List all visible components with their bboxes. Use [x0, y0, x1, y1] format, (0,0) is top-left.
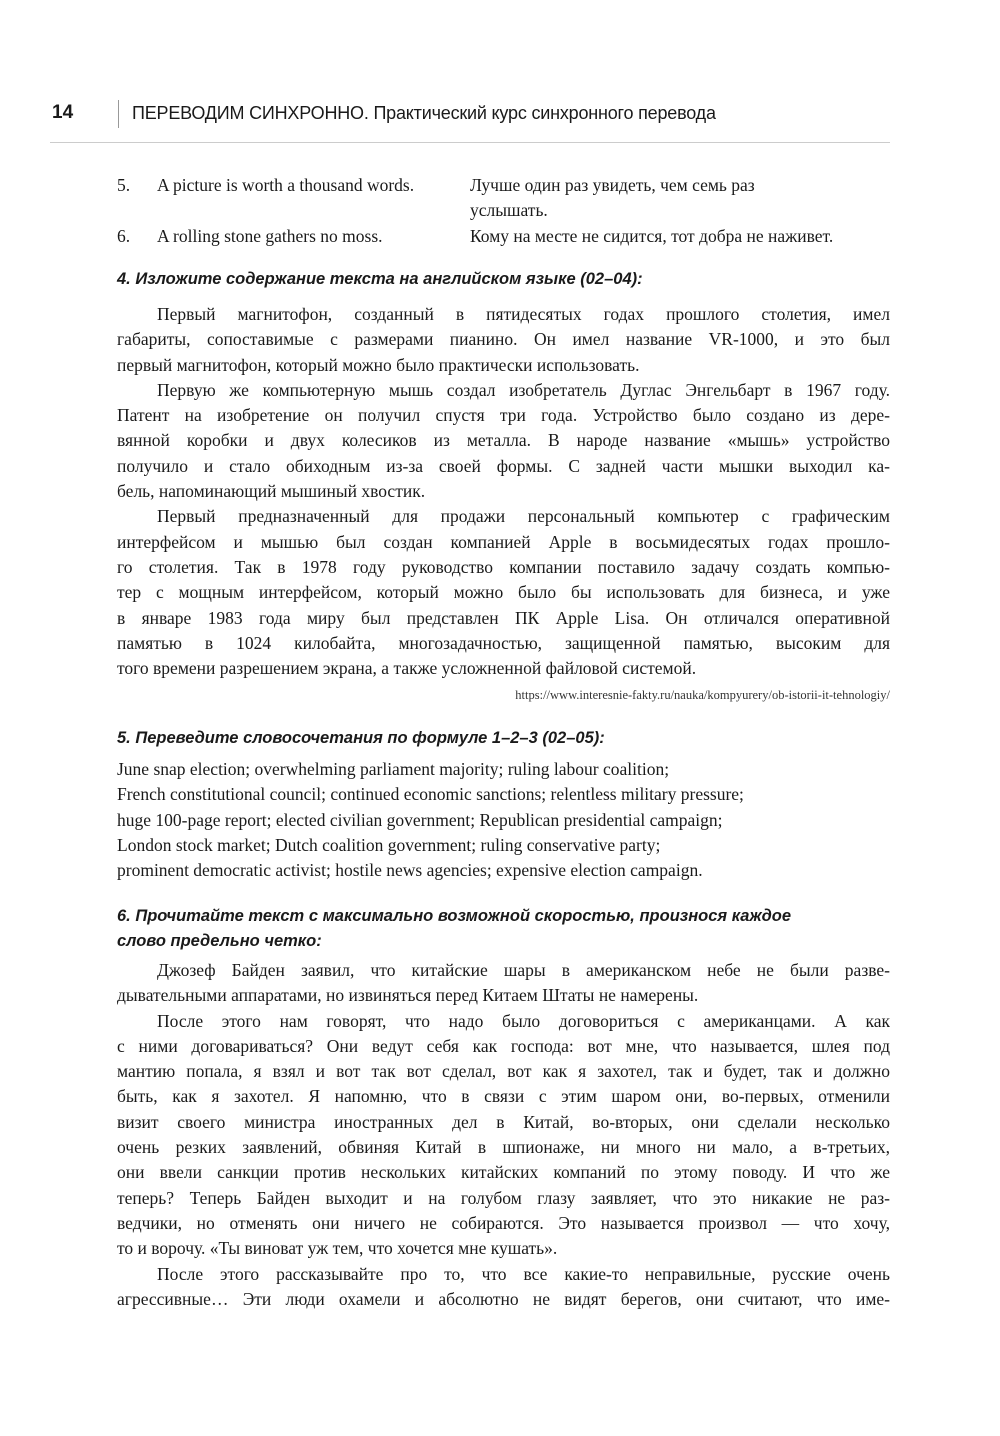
- task5-phrases: [117, 757, 890, 883]
- paragraph-line: то и ворочу. «Ты виноват уж тем, что хочется мне кушать».: [117, 1238, 558, 1259]
- proverb-number: 5.: [117, 175, 131, 195]
- phrase-line: London stock market; Dutch coalition government; ruling conservative party;: [117, 834, 661, 855]
- paragraph-line: в январе 1983 года миру был представлен ПК Apple Lisa. Он отличался оперативной: [117, 607, 890, 628]
- proverb-russian: Лучше один раз увидеть, чем семь раз: [470, 175, 755, 195]
- task4-text: [117, 302, 890, 681]
- paragraph-line: габариты, сопоставимые с размерами пианино. Он имел название VR-1000, и это был: [117, 329, 890, 350]
- paragraph-line: с ними договариваться? Они ведут себя как господа: вот мне, что называется, шлея под: [117, 1035, 890, 1056]
- paragraph-line: Первый магнитофон, созданный в пятидесятых годах прошлого столетия, имел: [157, 304, 890, 324]
- task6-heading-line: 6. Прочитайте текст с максимально возможной скоростью, произнося каждое: [117, 907, 792, 925]
- proverb-russian: услышать.: [470, 200, 548, 221]
- proverb-item-continuation: [117, 198, 890, 223]
- paragraph-line: Джозеф Байден заявил, что китайские шары в американском небе не были разве-: [157, 960, 890, 980]
- proverb-english: A picture is worth a thousand words.: [157, 175, 415, 195]
- phrase-line: June snap election; overwhelming parliament majority; ruling labour coalition;: [117, 759, 670, 779]
- paragraph-line: того времени разрешением экрана, а также усложненной файловой системой.: [117, 658, 697, 679]
- paragraph-line: очень резких заявлений, обвиняя Китай в шпионаже, ни много ни мало, а в-третьих,: [117, 1137, 890, 1158]
- proverbs-list: [117, 173, 890, 249]
- running-header-title: ПЕРЕВОДИМ СИНХРОННО. Практический курс синхронного перевода: [132, 103, 716, 123]
- source-url: https://www.interesnie-fakty.ru/nauka/kompyurery/ob-istorii-it-tehnologiy/: [515, 688, 890, 702]
- paragraph-line: получило и стало обиходным из-за своей формы. С задней части мышки выходил ка-: [117, 455, 890, 476]
- paragraph-line: первый магнитофон, который можно было практически использовать.: [117, 354, 640, 375]
- paragraph: [117, 958, 890, 1009]
- task6-heading: [117, 904, 890, 954]
- paragraph-line: Первую же компьютерную мышь создал изобретатель Дуглас Энгельбарт в 1967 году.: [157, 379, 890, 400]
- paragraph-line: памятью в 1024 килобайта, многозадачностью, защищенной памятью, высоким для: [117, 632, 890, 653]
- proverb-item: [117, 224, 890, 249]
- paragraph-line: мантию попала, я взял и вот так вот сделал, вот как я захотел, так и будет, так и должно: [117, 1061, 890, 1082]
- paragraph-line: быть, как я захотел. Я напомню, что в связи с этим шаром они, во-первых, отменили: [117, 1086, 890, 1107]
- paragraph-line: бель, напоминающий мышиный хвостик.: [117, 481, 426, 502]
- task6-heading-line: слово предельно четко:: [117, 932, 322, 950]
- header-divider: [118, 100, 119, 128]
- paragraph-line: агрессивные… Эти люди охамели и абсолютно не видят берегов, они считают, что име-: [117, 1288, 890, 1309]
- paragraph: [117, 1009, 890, 1262]
- proverb-number: 6.: [117, 225, 131, 246]
- paragraph-line: тер с мощным интерфейсом, который можно было бы использовать для бизнеса, и уже: [117, 582, 890, 603]
- task6-text: [117, 958, 890, 1312]
- proverb-english: A rolling stone gathers no moss.: [157, 225, 383, 246]
- paragraph-line: После этого рассказывайте про то, что все какие-то неправильные, русские очень: [157, 1263, 890, 1284]
- paragraph-line: го столетия. Так в 1978 году руководство компании поставило задачу создать компью-: [117, 556, 890, 577]
- paragraph-line: вянной коробки и двух колесиков из металла. В народе название «мышь» устройство: [117, 430, 890, 451]
- paragraph-line: Патент на изобретение он получил спустя три года. Устройство было создано из дере-: [117, 405, 890, 426]
- proverb-item: [117, 173, 890, 198]
- task4-heading: 4. Изложите содержание текста на английском языке (02–04):: [117, 270, 643, 288]
- phrase-line: French constitutional council; continued economic sanctions; relentless military pressure;: [117, 784, 744, 805]
- phrase-line: prominent democratic activist; hostile news agencies; expensive election campaign.: [117, 860, 703, 881]
- page-number: 14: [52, 102, 74, 123]
- paragraph-line: визит своего министра иностранных дел в Китай, во-вторых, они сделали несколько: [117, 1111, 890, 1132]
- paragraph-line: После этого нам говорят, что надо было договориться с американцами. А как: [157, 1010, 890, 1031]
- paragraph-line: ведчики, но отменять они ничего не собираются. Это называется произвол — что хочу,: [117, 1212, 890, 1233]
- task5-heading: 5. Переведите словосочетания по формуле 1–2–3 (02–05):: [117, 729, 605, 747]
- paragraph-line: Первый предназначенный для продажи персональный компьютер с графическим: [157, 506, 890, 527]
- proverb-russian: Кому на месте не сидится, тот добра не наживет.: [470, 225, 834, 246]
- phrase-line: huge 100-page report; elected civilian government; Republican presidential campaign;: [117, 809, 723, 830]
- paragraph-line: интерфейсом и мышью был создан компанией Apple в восьмидесятых годах прошло-: [117, 531, 890, 552]
- header-rule: [50, 142, 890, 143]
- paragraph-line: они ввели санкции против нескольких китайских компаний по этому поводу. И что же: [117, 1162, 890, 1183]
- paragraph: [117, 1262, 890, 1313]
- paragraph: [117, 302, 890, 378]
- paragraph: [117, 504, 890, 681]
- paragraph-line: дывательными аппаратами, но извиняться перед Китаем Штаты не намерены.: [117, 985, 699, 1006]
- paragraph: [117, 378, 890, 504]
- paragraph-line: теперь? Теперь Байден выходит и на голубом глазу заявляет, что это никакие не раз-: [117, 1187, 890, 1208]
